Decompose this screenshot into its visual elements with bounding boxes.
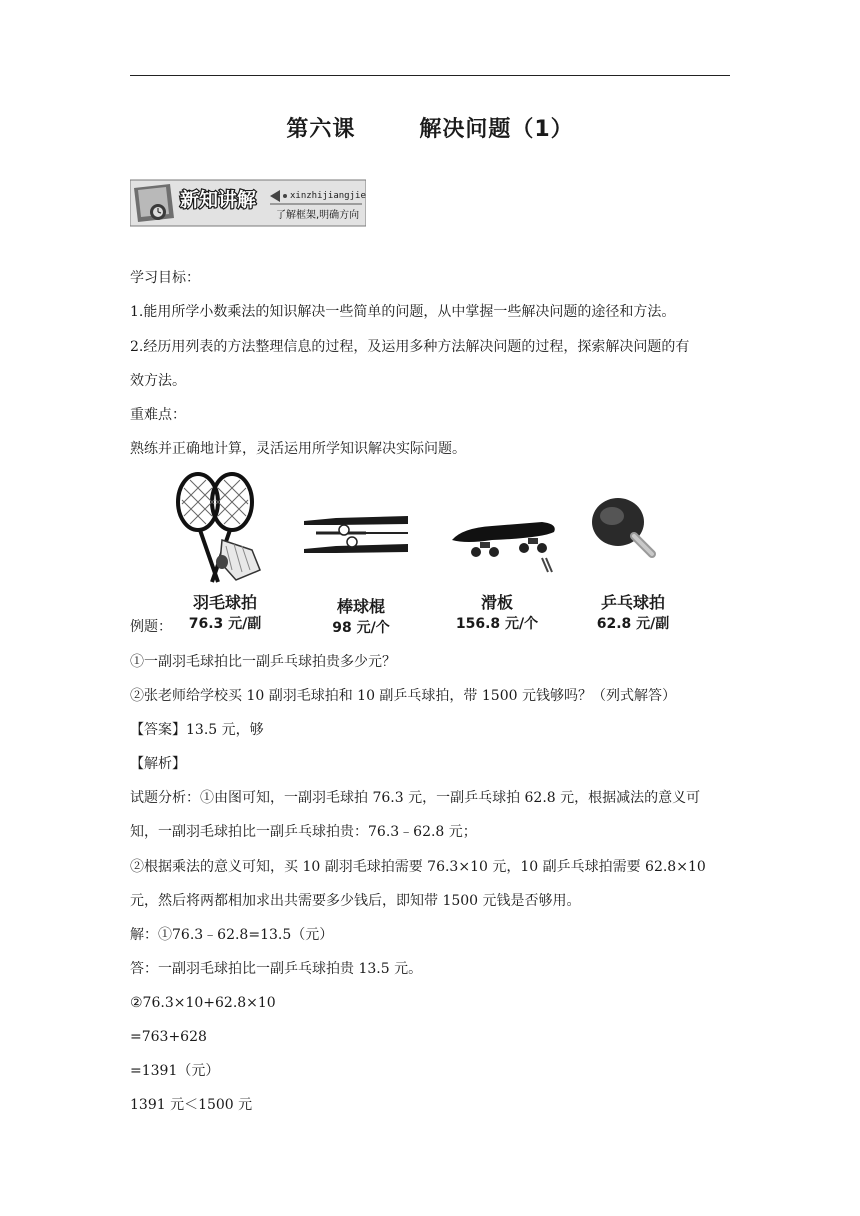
product-price: 62.8 元/副 [596,616,670,632]
solution-2-step-1: ②76.3×10+62.8×10 [130,995,276,1011]
section-banner [130,178,366,228]
solution-2-comparison: 1391 元＜1500 元 [130,1097,253,1113]
banner-heading: 新知讲解 [180,189,257,211]
product-name: 棒球棍 [336,597,385,616]
product-name: 滑板 [480,593,513,612]
solution-2-step-2: =763+628 [130,1029,207,1045]
goal-1: 1.能用所学小数乘法的知识解决一些简单的问题，从中掌握一些解决问题的途径和方法。 [130,304,676,320]
product-name: 乒乓球拍 [600,593,665,612]
banner-pinyin: xinzhijiangjie [290,191,366,201]
product-badminton [160,470,290,635]
badminton-rackets-icon [160,470,290,590]
product-price: 76.3 元/副 [188,616,262,632]
analysis-2-line-2: 元，然后将两都相加求出共需要多少钱后，即知带 1500 元钱是否够用。 [130,893,581,909]
product-name: 羽毛球拍 [192,593,257,612]
analysis-1-line-2: 知，一副羽毛球拍比一副乒乓球拍贵：76.3﹣62.8 元； [130,824,477,840]
baseball-bats-icon [296,470,426,590]
solution-1: 解：①76.3﹣62.8=13.5（元） [130,927,334,943]
top-rule [130,75,730,76]
analysis-2-line-1: ②根据乘法的意义可知，买 10 副羽毛球拍需要 76.3×10 元，10 副乒乓球拍需要 62.8×10 [130,859,706,875]
ping-pong-paddle-icon [568,470,698,590]
goal-2-line-1: 2.经历用列表的方法整理信息的过程，及运用多种方法解决问题的过程，探索解决问题的有 [130,339,690,355]
clock-paper-icon [134,184,174,222]
goal-2-line-2: 效方法。 [130,373,186,389]
question-1: ①一副羽毛球拍比一副乒乓球拍贵多少元？ [130,654,396,670]
banner-subtitle: 了解框架,明确方向 [276,210,360,221]
key-points-text: 熟练并正确地计算，灵活运用所学知识解决实际问题。 [130,441,466,457]
skateboard-icon [432,470,562,590]
analysis-1-line-1: 试题分析：①由图可知，一副羽毛球拍 76.3 元，一副乒乓球拍 62.8 元，根据减法的意义可 [130,790,701,806]
product-pingpong [568,470,698,635]
product-skateboard [432,470,562,635]
product-price: 156.8 元/个 [455,616,539,632]
product-baseball [296,470,426,635]
key-points-label: 重难点： [130,407,186,423]
goals-label: 学习目标： [130,270,200,286]
example-label: 例题： [130,619,172,635]
lesson-topic: 解决问题（1） [419,117,574,142]
product-price: 98 元/个 [332,620,390,636]
product-illustrations [160,470,700,635]
answer-1: 答：一副羽毛球拍比一副乒乓球拍贵 13.5 元。 [130,961,423,977]
question-2: ②张老师给学校买 10 副羽毛球拍和 10 副乒乓球拍，带 1500 元钱够吗？（列式解答） [130,688,676,704]
page-title [0,112,860,143]
analysis-label: 【解析】 [130,756,186,772]
answer: 【答案】13.5 元，够 [130,722,264,738]
lesson-number: 第六课 [286,117,356,142]
solution-2-step-3: =1391（元） [130,1063,220,1079]
